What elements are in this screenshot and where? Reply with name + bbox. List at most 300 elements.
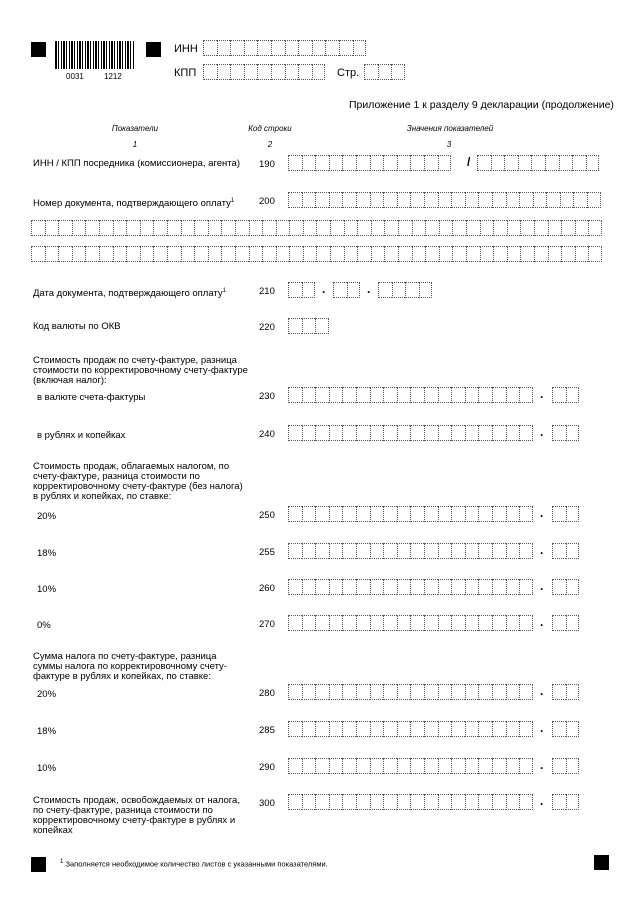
input-cell[interactable]: [194, 246, 208, 262]
input-cell[interactable]: [370, 758, 384, 774]
input-cell[interactable]: [534, 246, 548, 262]
input-cell[interactable]: [552, 579, 566, 595]
currency-code-field[interactable]: [288, 318, 329, 334]
input-cell[interactable]: [329, 543, 343, 559]
input-cell[interactable]: [552, 543, 566, 559]
input-cell[interactable]: [315, 579, 329, 595]
input-cell[interactable]: [397, 758, 411, 774]
input-cell[interactable]: [302, 506, 316, 522]
input-cell[interactable]: [480, 220, 494, 236]
amount-255-integer[interactable]: [288, 543, 533, 559]
input-cell[interactable]: [566, 794, 580, 810]
input-cell[interactable]: [383, 579, 397, 595]
input-cell[interactable]: [342, 615, 356, 631]
input-cell[interactable]: [506, 758, 520, 774]
input-cell[interactable]: [342, 192, 356, 208]
input-cell[interactable]: [276, 246, 290, 262]
input-cell[interactable]: [506, 543, 520, 559]
input-cell[interactable]: [507, 246, 521, 262]
input-cell[interactable]: [356, 387, 370, 403]
amount-285-fraction[interactable]: [552, 721, 579, 737]
input-cell[interactable]: [492, 192, 506, 208]
payment-doc-date-month[interactable]: [333, 282, 360, 298]
input-cell[interactable]: [397, 506, 411, 522]
input-cell[interactable]: [506, 506, 520, 522]
input-cell[interactable]: [410, 579, 424, 595]
input-cell[interactable]: [410, 155, 424, 171]
input-cell[interactable]: [342, 758, 356, 774]
input-cell[interactable]: [438, 425, 452, 441]
input-cell[interactable]: [478, 794, 492, 810]
input-cell[interactable]: [288, 387, 302, 403]
input-cell[interactable]: [356, 615, 370, 631]
input-cell[interactable]: [221, 246, 235, 262]
input-cell[interactable]: [288, 282, 302, 298]
input-cell[interactable]: [566, 425, 580, 441]
input-cell[interactable]: [424, 579, 438, 595]
input-cell[interactable]: [506, 192, 520, 208]
input-cell[interactable]: [451, 192, 465, 208]
input-cell[interactable]: [438, 579, 452, 595]
input-cell[interactable]: [315, 506, 329, 522]
amount-240-fraction[interactable]: [552, 425, 579, 441]
input-cell[interactable]: [466, 220, 480, 236]
input-cell[interactable]: [478, 615, 492, 631]
input-cell[interactable]: [424, 387, 438, 403]
input-cell[interactable]: [552, 758, 566, 774]
input-cell[interactable]: [424, 425, 438, 441]
input-cell[interactable]: [552, 794, 566, 810]
input-cell[interactable]: [217, 64, 231, 80]
input-cell[interactable]: [370, 543, 384, 559]
input-cell[interactable]: [302, 758, 316, 774]
input-cell[interactable]: [465, 425, 479, 441]
input-cell[interactable]: [58, 220, 72, 236]
input-cell[interactable]: [288, 543, 302, 559]
input-cell[interactable]: [398, 220, 412, 236]
input-cell[interactable]: [383, 615, 397, 631]
input-cell[interactable]: [153, 220, 167, 236]
input-cell[interactable]: [566, 543, 580, 559]
input-cell[interactable]: [438, 543, 452, 559]
input-cell[interactable]: [410, 721, 424, 737]
amount-255-fraction[interactable]: [552, 543, 579, 559]
input-cell[interactable]: [329, 794, 343, 810]
payment-doc-date-day[interactable]: [288, 282, 315, 298]
input-cell[interactable]: [424, 684, 438, 700]
input-cell[interactable]: [315, 794, 329, 810]
input-cell[interactable]: [566, 615, 580, 631]
input-cell[interactable]: [288, 684, 302, 700]
input-cell[interactable]: [552, 615, 566, 631]
input-cell[interactable]: [451, 579, 465, 595]
input-cell[interactable]: [113, 220, 127, 236]
input-cell[interactable]: [383, 794, 397, 810]
input-cell[interactable]: [588, 246, 602, 262]
input-cell[interactable]: [534, 220, 548, 236]
input-cell[interactable]: [383, 155, 397, 171]
input-cell[interactable]: [298, 40, 312, 56]
input-cell[interactable]: [315, 543, 329, 559]
input-cell[interactable]: [465, 579, 479, 595]
input-cell[interactable]: [312, 64, 326, 80]
input-cell[interactable]: [383, 387, 397, 403]
input-cell[interactable]: [392, 282, 406, 298]
input-cell[interactable]: [424, 758, 438, 774]
input-cell[interactable]: [397, 684, 411, 700]
input-cell[interactable]: [438, 721, 452, 737]
input-cell[interactable]: [329, 506, 343, 522]
input-cell[interactable]: [438, 615, 452, 631]
input-cell[interactable]: [329, 425, 343, 441]
input-cell[interactable]: [58, 246, 72, 262]
input-cell[interactable]: [342, 155, 356, 171]
input-cell[interactable]: [288, 192, 302, 208]
input-cell[interactable]: [339, 40, 353, 56]
input-cell[interactable]: [575, 220, 589, 236]
amount-260-integer[interactable]: [288, 579, 533, 595]
input-cell[interactable]: [465, 758, 479, 774]
input-cell[interactable]: [587, 192, 601, 208]
input-cell[interactable]: [552, 506, 566, 522]
input-cell[interactable]: [424, 192, 438, 208]
input-cell[interactable]: [356, 506, 370, 522]
input-cell[interactable]: [167, 246, 181, 262]
input-cell[interactable]: [561, 220, 575, 236]
input-cell[interactable]: [492, 543, 506, 559]
input-cell[interactable]: [113, 246, 127, 262]
input-cell[interactable]: [492, 425, 506, 441]
input-cell[interactable]: [588, 220, 602, 236]
input-cell[interactable]: [412, 246, 426, 262]
input-cell[interactable]: [519, 615, 533, 631]
input-cell[interactable]: [289, 246, 303, 262]
input-cell[interactable]: [451, 794, 465, 810]
input-cell[interactable]: [370, 387, 384, 403]
input-cell[interactable]: [478, 387, 492, 403]
input-cell[interactable]: [288, 155, 302, 171]
input-cell[interactable]: [203, 40, 217, 56]
input-cell[interactable]: [85, 246, 99, 262]
input-cell[interactable]: [492, 506, 506, 522]
input-cell[interactable]: [424, 543, 438, 559]
input-cell[interactable]: [439, 246, 453, 262]
input-cell[interactable]: [329, 615, 343, 631]
input-cell[interactable]: [566, 721, 580, 737]
input-cell[interactable]: [438, 794, 452, 810]
input-cell[interactable]: [298, 64, 312, 80]
input-cell[interactable]: [548, 220, 562, 236]
amount-270-integer[interactable]: [288, 615, 533, 631]
input-cell[interactable]: [276, 220, 290, 236]
input-cell[interactable]: [230, 40, 244, 56]
input-cell[interactable]: [315, 155, 329, 171]
input-cell[interactable]: [519, 721, 533, 737]
input-cell[interactable]: [438, 758, 452, 774]
input-cell[interactable]: [289, 220, 303, 236]
input-cell[interactable]: [315, 684, 329, 700]
input-cell[interactable]: [478, 758, 492, 774]
input-cell[interactable]: [465, 721, 479, 737]
input-cell[interactable]: [329, 387, 343, 403]
input-cell[interactable]: [492, 721, 506, 737]
input-cell[interactable]: [478, 506, 492, 522]
input-cell[interactable]: [397, 425, 411, 441]
amount-250-fraction[interactable]: [552, 506, 579, 522]
input-cell[interactable]: [315, 192, 329, 208]
input-cell[interactable]: [451, 615, 465, 631]
input-cell[interactable]: [438, 684, 452, 700]
input-cell[interactable]: [383, 721, 397, 737]
input-cell[interactable]: [194, 220, 208, 236]
input-cell[interactable]: [478, 192, 492, 208]
input-cell[interactable]: [566, 579, 580, 595]
input-cell[interactable]: [424, 506, 438, 522]
input-cell[interactable]: [208, 220, 222, 236]
input-cell[interactable]: [424, 721, 438, 737]
input-cell[interactable]: [235, 246, 249, 262]
input-cell[interactable]: [438, 192, 452, 208]
input-cell[interactable]: [425, 246, 439, 262]
input-cell[interactable]: [140, 220, 154, 236]
input-cell[interactable]: [384, 220, 398, 236]
input-cell[interactable]: [378, 282, 392, 298]
input-cell[interactable]: [315, 615, 329, 631]
input-cell[interactable]: [410, 387, 424, 403]
input-cell[interactable]: [302, 794, 316, 810]
input-cell[interactable]: [285, 40, 299, 56]
amount-230-integer[interactable]: [288, 387, 533, 403]
input-cell[interactable]: [257, 64, 271, 80]
input-cell[interactable]: [357, 220, 371, 236]
input-cell[interactable]: [31, 246, 45, 262]
input-cell[interactable]: [519, 794, 533, 810]
input-cell[interactable]: [546, 192, 560, 208]
input-cell[interactable]: [397, 579, 411, 595]
input-cell[interactable]: [383, 758, 397, 774]
input-cell[interactable]: [302, 425, 316, 441]
input-cell[interactable]: [552, 684, 566, 700]
input-cell[interactable]: [45, 220, 59, 236]
input-cell[interactable]: [302, 192, 316, 208]
input-cell[interactable]: [288, 721, 302, 737]
input-cell[interactable]: [548, 246, 562, 262]
input-cell[interactable]: [566, 506, 580, 522]
amount-300-fraction[interactable]: [552, 794, 579, 810]
input-cell[interactable]: [353, 40, 367, 56]
input-cell[interactable]: [342, 387, 356, 403]
input-cell[interactable]: [302, 721, 316, 737]
input-cell[interactable]: [405, 282, 419, 298]
input-cell[interactable]: [397, 192, 411, 208]
input-cell[interactable]: [506, 794, 520, 810]
input-cell[interactable]: [465, 387, 479, 403]
input-cell[interactable]: [466, 246, 480, 262]
inn-field[interactable]: [203, 40, 366, 56]
input-cell[interactable]: [262, 220, 276, 236]
amount-285-integer[interactable]: [288, 721, 533, 737]
input-cell[interactable]: [244, 64, 258, 80]
input-cell[interactable]: [302, 318, 316, 334]
input-cell[interactable]: [329, 684, 343, 700]
input-cell[interactable]: [329, 155, 343, 171]
amount-290-fraction[interactable]: [552, 758, 579, 774]
input-cell[interactable]: [342, 425, 356, 441]
input-cell[interactable]: [315, 425, 329, 441]
input-cell[interactable]: [451, 721, 465, 737]
input-cell[interactable]: [383, 543, 397, 559]
input-cell[interactable]: [288, 579, 302, 595]
input-cell[interactable]: [520, 246, 534, 262]
input-cell[interactable]: [519, 387, 533, 403]
input-cell[interactable]: [330, 220, 344, 236]
input-cell[interactable]: [586, 155, 600, 171]
input-cell[interactable]: [302, 543, 316, 559]
intermediary-kpp-field[interactable]: [477, 155, 599, 171]
input-cell[interactable]: [506, 579, 520, 595]
input-cell[interactable]: [45, 246, 59, 262]
input-cell[interactable]: [519, 425, 533, 441]
input-cell[interactable]: [288, 425, 302, 441]
input-cell[interactable]: [519, 506, 533, 522]
input-cell[interactable]: [302, 282, 316, 298]
input-cell[interactable]: [552, 387, 566, 403]
input-cell[interactable]: [370, 794, 384, 810]
input-cell[interactable]: [85, 220, 99, 236]
input-cell[interactable]: [181, 220, 195, 236]
input-cell[interactable]: [302, 387, 316, 403]
input-cell[interactable]: [480, 246, 494, 262]
input-cell[interactable]: [410, 543, 424, 559]
input-cell[interactable]: [410, 192, 424, 208]
payment-doc-number-line1[interactable]: [288, 192, 601, 208]
input-cell[interactable]: [262, 246, 276, 262]
input-cell[interactable]: [126, 246, 140, 262]
input-cell[interactable]: [370, 192, 384, 208]
page-number-field[interactable]: [364, 64, 405, 80]
amount-280-integer[interactable]: [288, 684, 533, 700]
input-cell[interactable]: [344, 246, 358, 262]
input-cell[interactable]: [478, 684, 492, 700]
input-cell[interactable]: [378, 64, 392, 80]
input-cell[interactable]: [342, 721, 356, 737]
input-cell[interactable]: [329, 721, 343, 737]
input-cell[interactable]: [573, 192, 587, 208]
input-cell[interactable]: [364, 64, 378, 80]
input-cell[interactable]: [575, 246, 589, 262]
input-cell[interactable]: [465, 794, 479, 810]
input-cell[interactable]: [492, 684, 506, 700]
input-cell[interactable]: [370, 425, 384, 441]
input-cell[interactable]: [518, 155, 532, 171]
payment-doc-date-year[interactable]: [378, 282, 432, 298]
input-cell[interactable]: [424, 615, 438, 631]
input-cell[interactable]: [465, 543, 479, 559]
input-cell[interactable]: [478, 721, 492, 737]
input-cell[interactable]: [451, 387, 465, 403]
input-cell[interactable]: [561, 246, 575, 262]
input-cell[interactable]: [370, 155, 384, 171]
input-cell[interactable]: [452, 246, 466, 262]
input-cell[interactable]: [519, 579, 533, 595]
input-cell[interactable]: [451, 506, 465, 522]
input-cell[interactable]: [397, 794, 411, 810]
input-cell[interactable]: [465, 192, 479, 208]
input-cell[interactable]: [506, 721, 520, 737]
kpp-field[interactable]: [203, 64, 325, 80]
input-cell[interactable]: [410, 794, 424, 810]
input-cell[interactable]: [451, 684, 465, 700]
input-cell[interactable]: [397, 615, 411, 631]
input-cell[interactable]: [566, 758, 580, 774]
input-cell[interactable]: [356, 543, 370, 559]
input-cell[interactable]: [342, 506, 356, 522]
input-cell[interactable]: [465, 615, 479, 631]
input-cell[interactable]: [288, 758, 302, 774]
input-cell[interactable]: [249, 220, 263, 236]
payment-doc-number-line3[interactable]: [31, 246, 602, 262]
input-cell[interactable]: [492, 615, 506, 631]
input-cell[interactable]: [438, 155, 452, 171]
input-cell[interactable]: [230, 64, 244, 80]
input-cell[interactable]: [72, 246, 86, 262]
input-cell[interactable]: [288, 318, 302, 334]
input-cell[interactable]: [371, 246, 385, 262]
input-cell[interactable]: [424, 794, 438, 810]
input-cell[interactable]: [384, 246, 398, 262]
input-cell[interactable]: [451, 543, 465, 559]
input-cell[interactable]: [493, 246, 507, 262]
input-cell[interactable]: [492, 794, 506, 810]
input-cell[interactable]: [356, 155, 370, 171]
input-cell[interactable]: [533, 192, 547, 208]
input-cell[interactable]: [356, 721, 370, 737]
amount-260-fraction[interactable]: [552, 579, 579, 595]
input-cell[interactable]: [217, 40, 231, 56]
input-cell[interactable]: [520, 220, 534, 236]
input-cell[interactable]: [342, 579, 356, 595]
input-cell[interactable]: [347, 282, 361, 298]
input-cell[interactable]: [356, 579, 370, 595]
input-cell[interactable]: [452, 220, 466, 236]
input-cell[interactable]: [397, 155, 411, 171]
input-cell[interactable]: [257, 40, 271, 56]
input-cell[interactable]: [519, 684, 533, 700]
amount-280-fraction[interactable]: [552, 684, 579, 700]
amount-270-fraction[interactable]: [552, 615, 579, 631]
input-cell[interactable]: [72, 220, 86, 236]
input-cell[interactable]: [99, 220, 113, 236]
input-cell[interactable]: [31, 220, 45, 236]
input-cell[interactable]: [333, 282, 347, 298]
input-cell[interactable]: [303, 220, 317, 236]
payment-doc-number-line2[interactable]: [31, 220, 602, 236]
input-cell[interactable]: [424, 155, 438, 171]
input-cell[interactable]: [315, 721, 329, 737]
input-cell[interactable]: [383, 506, 397, 522]
amount-240-integer[interactable]: [288, 425, 533, 441]
input-cell[interactable]: [439, 220, 453, 236]
input-cell[interactable]: [477, 155, 491, 171]
input-cell[interactable]: [126, 220, 140, 236]
input-cell[interactable]: [383, 684, 397, 700]
input-cell[interactable]: [545, 155, 559, 171]
input-cell[interactable]: [203, 64, 217, 80]
input-cell[interactable]: [419, 282, 433, 298]
input-cell[interactable]: [410, 425, 424, 441]
input-cell[interactable]: [99, 246, 113, 262]
input-cell[interactable]: [153, 246, 167, 262]
